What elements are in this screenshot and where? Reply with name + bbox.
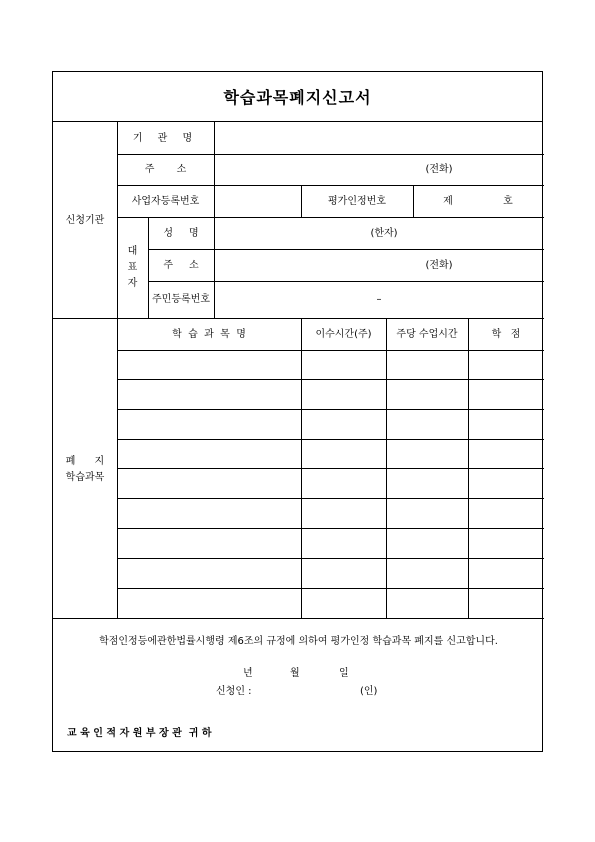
- course-name-cell[interactable]: [117, 350, 301, 379]
- address-label: 주 소: [144, 164, 187, 175]
- course-name-cell[interactable]: [117, 409, 301, 439]
- weekly-hours-cell[interactable]: [386, 498, 468, 528]
- cert-no-field[interactable]: [413, 185, 544, 217]
- rrn-dash: –: [376, 294, 382, 305]
- hours-cell[interactable]: [301, 498, 386, 528]
- course-name-cell[interactable]: [117, 468, 301, 498]
- address-phone-label: (전화): [425, 164, 453, 175]
- course-name-cell[interactable]: [117, 498, 301, 528]
- statement-text: 학점인정등에관한법률시행령 제6조의 규정에 의하여 평가인정 학습과목 폐지를 신고합니다.: [99, 636, 498, 647]
- applicant-signature-label: 신청인 :: [216, 686, 252, 697]
- credits-cell[interactable]: [468, 409, 544, 439]
- col-credits: 학 점: [491, 328, 521, 340]
- course-name-cell[interactable]: [117, 379, 301, 409]
- table-row: [117, 409, 544, 439]
- form-title: 학습과목폐지신고서: [53, 72, 542, 122]
- applicant-signature-field[interactable]: [263, 679, 358, 695]
- divider: [53, 618, 544, 619]
- credits-cell[interactable]: [468, 468, 544, 498]
- courses-section-label: [53, 318, 117, 618]
- table-row: [117, 498, 544, 528]
- course-name-cell[interactable]: [117, 439, 301, 468]
- biz-reg-label: 사업자등록번호: [131, 195, 200, 207]
- table-row: [117, 350, 544, 379]
- course-name-cell[interactable]: [117, 528, 301, 558]
- weekly-hours-cell[interactable]: [386, 409, 468, 439]
- year-label: 년: [243, 668, 253, 679]
- col-weekly-hours: 주당 수업시간: [396, 328, 458, 340]
- biz-reg-field[interactable]: [214, 185, 301, 217]
- cert-no-prefix: 제: [443, 195, 453, 207]
- hours-cell[interactable]: [301, 468, 386, 498]
- hours-cell[interactable]: [301, 528, 386, 558]
- credits-cell[interactable]: [468, 439, 544, 468]
- eval-cert-label: 평가인정번호: [328, 195, 386, 207]
- weekly-hours-cell[interactable]: [386, 350, 468, 379]
- credits-cell[interactable]: [468, 558, 544, 588]
- table-row: [117, 468, 544, 498]
- weekly-hours-cell[interactable]: [386, 439, 468, 468]
- institution-name-label: 기 관 명: [132, 132, 199, 144]
- course-name-cell[interactable]: [117, 588, 301, 618]
- col-course-name: 학 습 과 목 명: [172, 328, 246, 340]
- courses-label-line1: 폐 지: [65, 455, 105, 467]
- application-form: [52, 71, 543, 752]
- address-field[interactable]: [214, 154, 544, 185]
- weekly-hours-cell[interactable]: [386, 558, 468, 588]
- rep-rrn-field[interactable]: [214, 281, 544, 318]
- credits-cell[interactable]: [468, 528, 544, 558]
- cert-no-suffix: 호: [503, 195, 513, 207]
- hours-cell[interactable]: [301, 350, 386, 379]
- credits-cell[interactable]: [468, 379, 544, 409]
- table-row: [117, 379, 544, 409]
- table-row: [117, 528, 544, 558]
- hours-cell[interactable]: [301, 558, 386, 588]
- seal-label: (인): [360, 686, 378, 697]
- course-name-cell[interactable]: [117, 558, 301, 588]
- weekly-hours-cell[interactable]: [386, 528, 468, 558]
- month-label: 월: [290, 668, 300, 679]
- col-hours: 이수시간(주): [315, 328, 372, 340]
- hours-cell[interactable]: [301, 439, 386, 468]
- rep-address-field[interactable]: [214, 249, 544, 281]
- hours-cell[interactable]: [301, 379, 386, 409]
- weekly-hours-cell[interactable]: [386, 588, 468, 618]
- credits-cell[interactable]: [468, 498, 544, 528]
- course-rows: [117, 350, 544, 618]
- institution-name-field[interactable]: [214, 122, 544, 154]
- applicant-section-label: 신청기관: [65, 214, 105, 226]
- hours-cell[interactable]: [301, 409, 386, 439]
- rep-rrn-label: 주민등록번호: [152, 294, 210, 305]
- credits-cell[interactable]: [468, 588, 544, 618]
- table-row: [117, 588, 544, 618]
- weekly-hours-cell[interactable]: [386, 468, 468, 498]
- rep-address-label: 주 소: [163, 259, 199, 271]
- rep-name-label: 성 명: [163, 227, 199, 239]
- addressee: 교 육 인 적 자 원 부 장 관 귀 하: [67, 728, 212, 739]
- representative-label: 대 표 자: [127, 245, 138, 289]
- table-row: [117, 558, 544, 588]
- day-label: 일: [339, 668, 349, 679]
- weekly-hours-cell[interactable]: [386, 379, 468, 409]
- rep-name-field[interactable]: [214, 217, 544, 249]
- rep-address-phone: (전화): [425, 259, 453, 271]
- table-row: [117, 439, 544, 468]
- courses-label-line2: 학습과목: [65, 471, 105, 483]
- rep-name-hanja: (한자): [370, 227, 398, 239]
- hours-cell[interactable]: [301, 588, 386, 618]
- credits-cell[interactable]: [468, 350, 544, 379]
